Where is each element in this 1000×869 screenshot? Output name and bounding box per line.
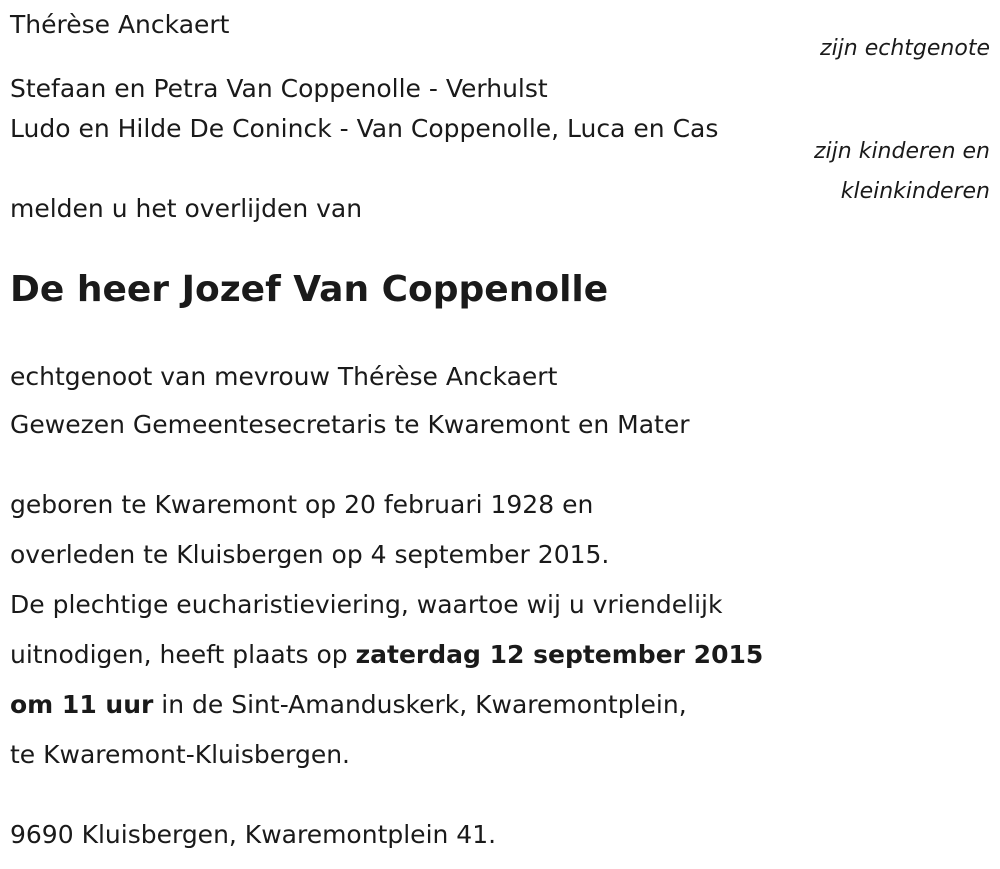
deceased-relation: echtgenoot van mevrouw Thérèse Anckaert [10,362,558,391]
ceremony-line-4: te Kwaremont-Kluisbergen. [10,740,351,769]
ceremony-line-1: De plechtige eucharistieviering, waartoe wij u vriendelijk [10,590,723,619]
spouse-name: Thérèse Anckaert [10,10,230,39]
ceremony-line-3-suffix: in de Sint-Amanduskerk, Kwaremontplein, [153,690,687,719]
children-line-1: Stefaan en Petra Van Coppenolle - Verhulst [10,74,548,103]
died-line: overleden te Kluisbergen op 4 september 2015. [10,540,610,569]
children-role-1: zijn kinderen en [814,139,990,164]
ceremony-date: zaterdag 12 september 2015 [355,640,764,669]
ceremony-time: om 11 uur [10,690,154,719]
ceremony-line-3 [10,690,687,720]
ceremony-line-2 [10,640,763,670]
ceremony-line-2-prefix: uitnodigen, heeft plaats op [10,640,356,669]
announcement-text: melden u het overlijden van [10,194,363,223]
born-line: geboren te Kwaremont op 20 februari 1928 en [10,490,594,519]
deceased-name: De heer Jozef Van Coppenolle [10,269,609,310]
children-line-2: Ludo en Hilde De Coninck - Van Coppenolle, Luca en Cas [10,114,719,143]
deceased-profession: Gewezen Gemeentesecretaris te Kwaremont en Mater [10,410,690,439]
children-role-2: kleinkinderen [840,179,990,204]
spouse-role: zijn echtgenote [820,36,990,61]
address-line: 9690 Kluisbergen, Kwaremontplein 41. [10,820,497,849]
